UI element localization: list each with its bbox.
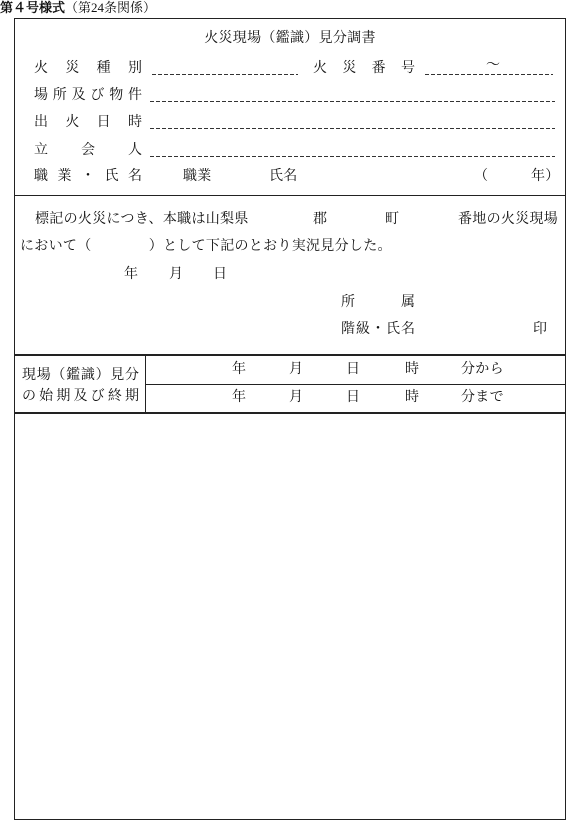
statement-line1-prefix: 標記の火災につき、本職は山梨県 [35, 212, 249, 227]
period-start-hour: 時 [405, 362, 420, 377]
location-label: 場所及び物件 [34, 88, 142, 103]
witness-label: 立会人 [34, 143, 142, 158]
town-label: 町 [385, 212, 400, 227]
fire-number-field [425, 74, 553, 75]
period-label-line2: の始期及び終期 [22, 389, 139, 404]
period-label-line1: 現場（鑑識）見分 [22, 368, 139, 383]
fire-type-label: 火災種別 [34, 61, 142, 76]
rank-name-label: 階級・氏名 [341, 322, 415, 337]
occupation-label: 職業 [183, 169, 212, 184]
statement-line1-suffix: 番地の火災現場 [458, 212, 559, 227]
form-number: 第４号様式 [0, 0, 66, 15]
county-label: 郡 [313, 212, 328, 227]
period-start-month: 月 [289, 362, 304, 377]
period-end-minute: 分まで [461, 390, 504, 405]
form-header [0, 0, 156, 15]
period-start-year: 年 [232, 362, 247, 377]
name-label: 氏名 [269, 169, 298, 184]
period-end-day: 日 [346, 390, 361, 405]
outbreak-datetime-field [150, 128, 555, 129]
section-divider [14, 195, 566, 196]
section-divider [14, 354, 566, 356]
statement-date-month: 月 [169, 267, 184, 282]
age-label: 年） [531, 169, 560, 184]
seal-mark: 印 [533, 322, 548, 337]
location-field [150, 101, 555, 102]
period-end-year: 年 [232, 390, 247, 405]
outbreak-datetime-label: 出火日時 [34, 115, 142, 130]
statement-date-day: 日 [213, 267, 228, 282]
statement-line2: において（ ）として下記のとおり実況見分した。 [20, 239, 392, 254]
period-row-divider [145, 384, 566, 385]
age-open-paren: （ [474, 169, 489, 184]
period-end-hour: 時 [405, 390, 420, 405]
affiliation-label: 所属 [341, 295, 415, 310]
fire-number-range-mark: ～ [486, 58, 501, 73]
fire-type-field [152, 74, 298, 75]
period-start-day: 日 [346, 362, 361, 377]
fire-number-label: 火災番号 [313, 61, 415, 76]
period-start-minute: 分から [461, 362, 504, 377]
witness-occupation-name-label: 職業・氏名 [34, 169, 142, 184]
period-end-month: 月 [289, 390, 304, 405]
form-title: 火災現場（鑑識）見分調書 [204, 31, 376, 46]
form-article: （第24条関係） [65, 0, 157, 15]
witness-field [150, 156, 555, 157]
observation-area [15, 414, 565, 819]
statement-date-year: 年 [124, 267, 139, 282]
